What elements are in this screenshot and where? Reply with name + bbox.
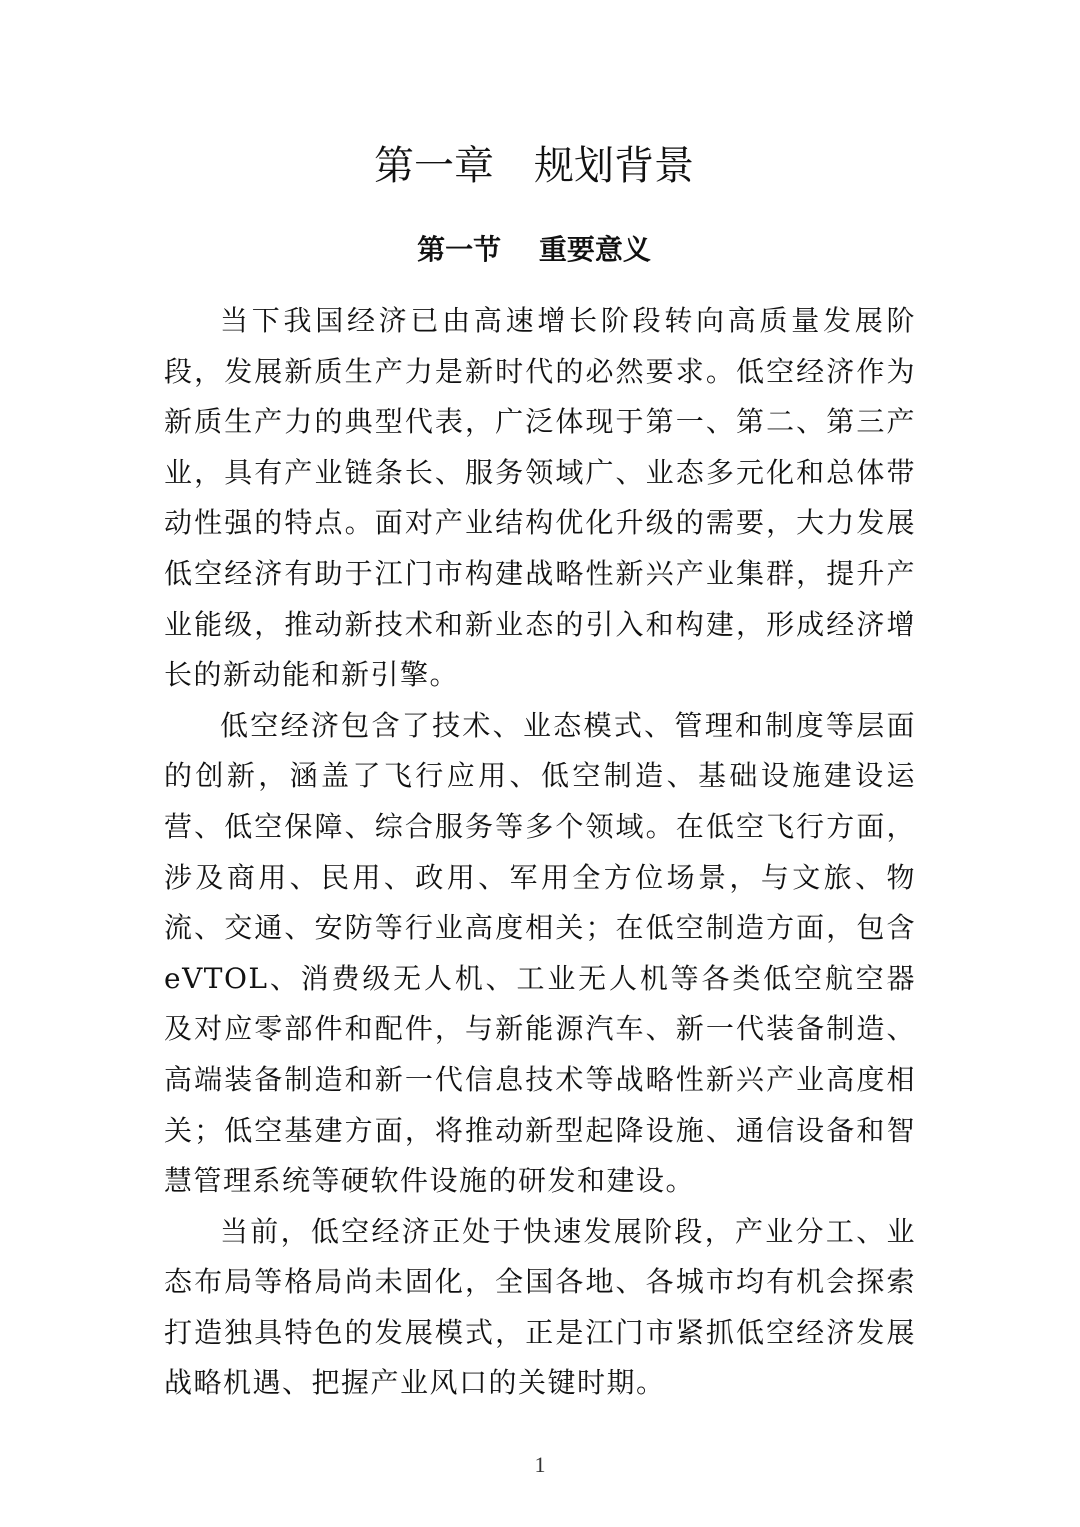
paragraph-scope: 低空经济包含了技术、业态模式、管理和制度等层面的创新，涵盖了飞行应用、低空制造、基础设施建设运营、低空保障、综合服务等多个领域。在低空飞行方面，涉及商用、民用、政用、军用全方位场景，与文旅、物流、交通、安防等行业高度相关；在低空制造方面，包含eVTOL、消费级无人机、工业无人机等各类低空航空器及对应零部件和配件，与新能源汽车、新一代装备制造、高端装备制造和新一代信息技术等战略性新兴产业高度相关；低空基建方面，将推动新型起降设施、通信设备和智慧管理系统等硬软件设施的研发和建设。 bbox=[164, 708, 916, 1198]
section-title: 第一节 重要意义 bbox=[417, 233, 651, 266]
page-number: 1 bbox=[534, 1452, 546, 1477]
body-text bbox=[164, 296, 916, 1409]
paragraph-opportunity: 当前，低空经济正处于快速发展阶段，产业分工、业态布局等格局尚未固化，全国各地、各城市均有机会探索打造独具特色的发展模式，正是江门市紧抓低空经济发展战略机遇、把握产业风口的关键时期。 bbox=[164, 1214, 916, 1400]
chapter-title: 第一章 规划背景 bbox=[374, 143, 694, 189]
paragraph-significance: 当下我国经济已由高速增长阶段转向高质量发展阶段，发展新质生产力是新时代的必然要求。低空经济作为新质生产力的典型代表，广泛体现于第一、第二、第三产业，具有产业链条长、服务领域广、业态多元化和总体带动性强的特点。面对产业结构优化升级的需要，大力发展低空经济有助于江门市构建战略性新兴产业集群，提升产业能级，推动新技术和新业态的引入和构建，形成经济增长的新动能和新引擎。 bbox=[164, 304, 916, 692]
